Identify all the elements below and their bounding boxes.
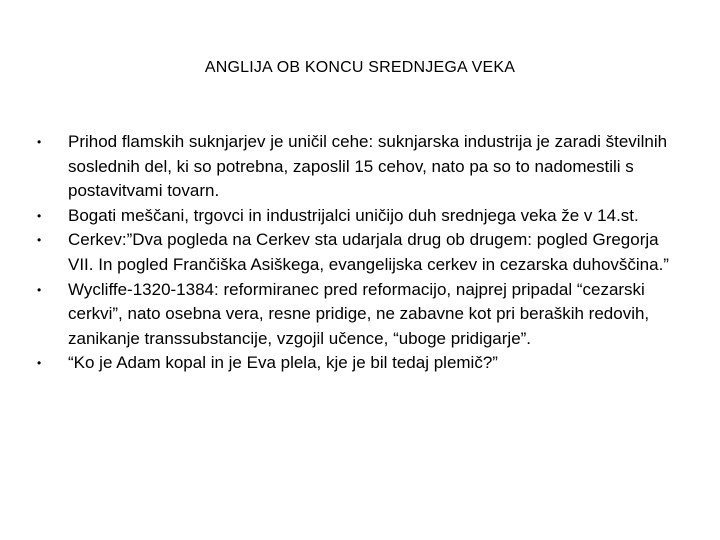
- bullet-text: Wycliffe-1320-1384: reformiranec pred reformacijo, najprej pripadal “cezarski cerkvi”, nato osebna vera, resne pridige, ne zabavne kot pri beraških redovih, zanikanje transsubstancije, vzgojil učence, “uboge pridigarje”.: [68, 279, 650, 348]
- bullet-item: [0, 204, 720, 229]
- bullet-dot-icon: •: [37, 356, 42, 371]
- bullet-dot-icon: •: [37, 282, 42, 297]
- bullet-dot-icon: •: [37, 233, 42, 248]
- bullet-item: [0, 351, 720, 376]
- bullet-item: [0, 130, 720, 204]
- bullet-text: “Ko je Adam kopal in je Eva plela, kje je bil tedaj plemič?”: [68, 353, 498, 373]
- bullet-dot-icon: •: [37, 208, 42, 223]
- bullet-text: Cerkev:”Dva pogleda na Cerkev sta udarjala drug ob drugem: pogled Gregorja VII. In pogled Frančiška Asiškega, evangelijska cerkev in cezarska duhovščina.”: [68, 230, 669, 274]
- slide-title: ANGLIJA OB KONCU SREDNJEGA VEKA: [204, 59, 516, 76]
- bullet-text: Bogati meščani, trgovci in industrijalci uničijo duh srednjega veka že v 14.st.: [68, 205, 639, 225]
- bullet-item: [0, 228, 720, 277]
- bullet-dot-icon: •: [37, 135, 42, 149]
- bullet-list: [0, 130, 720, 376]
- bullet-item: [0, 278, 720, 352]
- bullet-text: Prihod flamskih suknjarjev je uničil cehe: suknjarska industrija je zaradi številnih soslednih del, ki so potrebna, zaposlil 15 cehov, nato pa so to nadomestili s postavitvami tovarn.: [68, 132, 668, 201]
